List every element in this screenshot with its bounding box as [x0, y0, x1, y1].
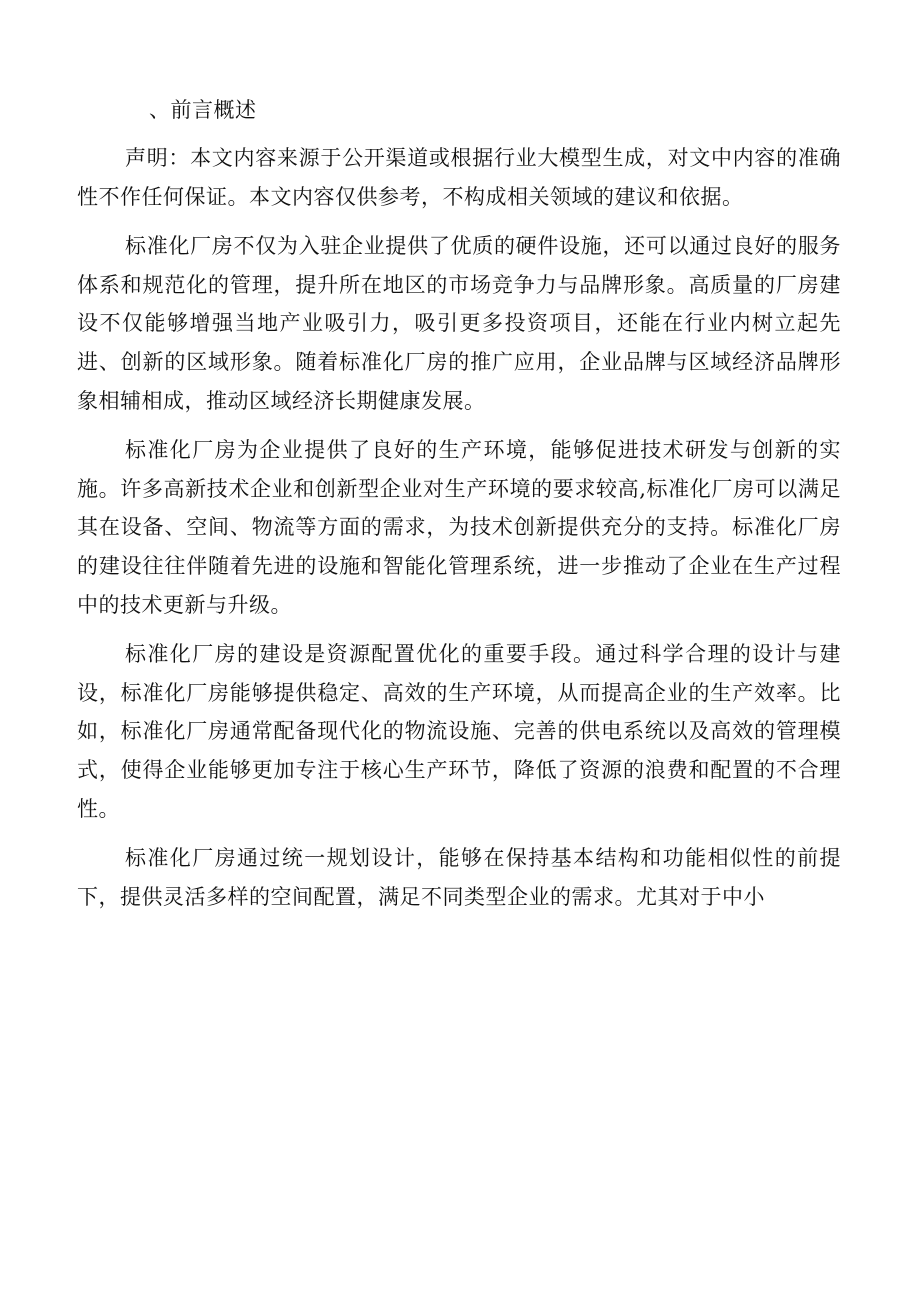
body-paragraph-resource-allocation: 标准化厂房的建设是资源配置优化的重要手段。通过科学合理的设计与建设，标准化厂房能够提供稳定、高效的生产环境，从而提高企业的生产效率。比如，标准化厂房通常配备现代化的物流设施、完善的供电系统以及高效的管理模式，使得企业能够更加专注于核心生产环节，降低了资源的浪费和配置的不合理性。 [77, 642, 841, 821]
body-paragraph-brand-image: 标准化厂房不仅为入驻企业提供了优质的硬件设施，还可以通过良好的服务体系和规范化的管理，提升所在地区的市场竞争力与品牌形象。高质量的厂房建设不仅能够增强当地产业吸引力，吸引更多投资项目，还能在行业内树立起先进、创新的区域形象。随着标准化厂房的推广应用，企业品牌与区域经济品牌形象相辅相成，推动区域经济长期健康发展。 [77, 234, 841, 413]
disclaimer-paragraph: 声明：本文内容来源于公开渠道或根据行业大模型生成，对文中内容的准确性不作任何保证。本文内容仅供参考，不构成相关领域的建议和依据。 [77, 146, 841, 209]
body-paragraph-innovation: 标准化厂房为企业提供了良好的生产环境，能够促进技术研发与创新的实施。许多高新技术企业和创新型企业对生产环境的要求较高,标准化厂房可以满足其在设备、空间、物流等方面的需求，为技术创新提供充分的支持。标准化厂房的建设往往伴随着先进的设施和智能化管理系统，进一步推动了企业在生产过程中的技术更新与升级。 [77, 438, 841, 617]
section-heading: 、前言概述 [149, 98, 257, 122]
document-body [77, 88, 841, 916]
body-paragraph-flexible-space: 标准化厂房通过统一规划设计，能够在保持基本结构和功能相似性的前提下，提供灵活多样的空间配置，满足不同类型企业的需求。尤其对于中小 [77, 846, 841, 909]
